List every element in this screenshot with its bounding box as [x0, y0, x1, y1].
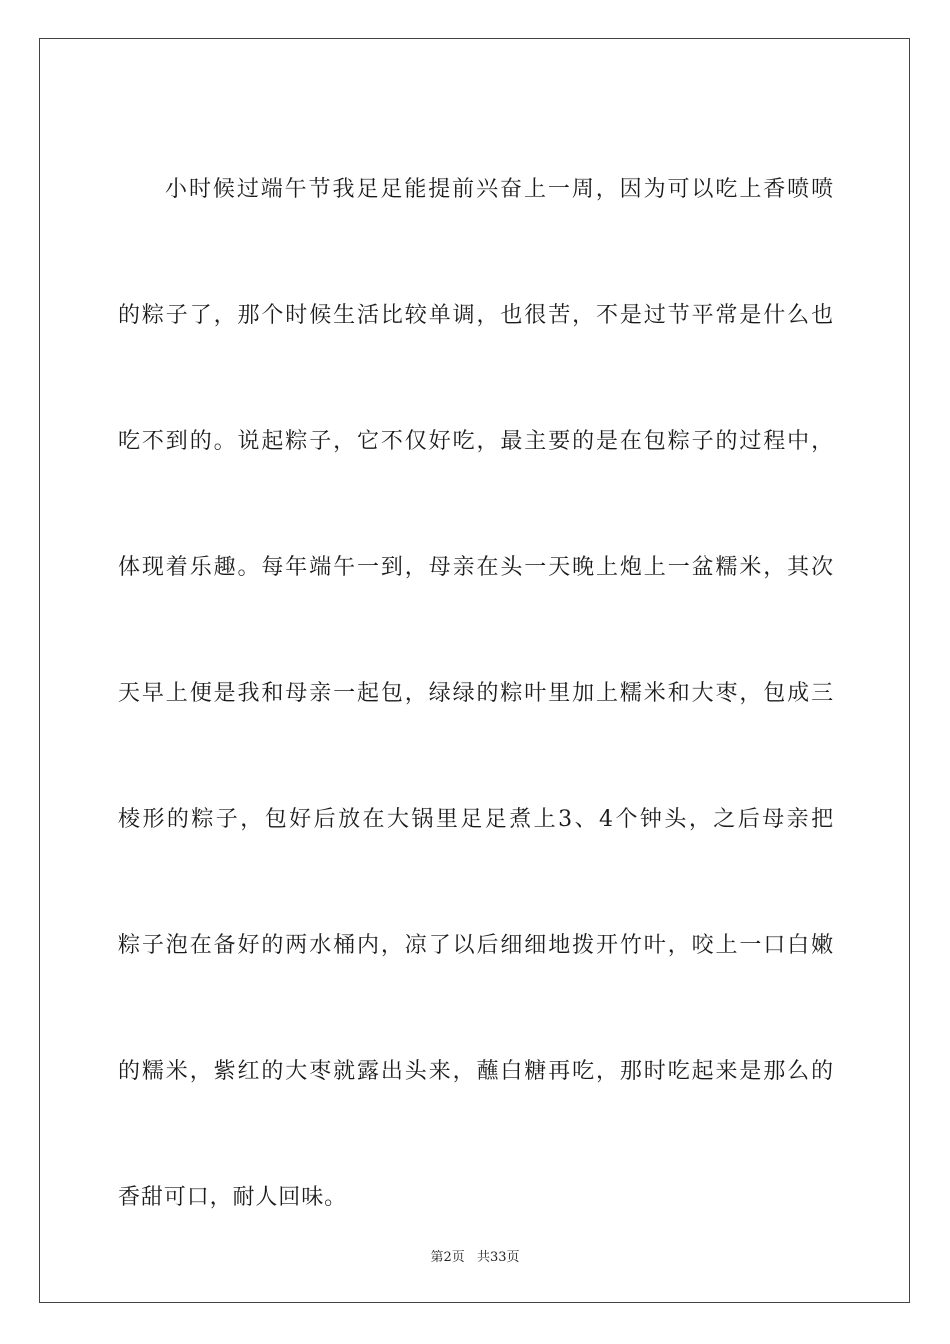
text-line-8: 的糯米，紫红的大枣就露出头来，蘸白糖再吃，那时吃起来是那么的 [118, 1059, 834, 1084]
text-line-5: 天早上便是我和母亲一起包，绿绿的粽叶里加上糯米和大枣，包成三 [118, 681, 834, 706]
page-total: 共33页 [476, 1250, 520, 1265]
text-line-7: 粽子泡在备好的两水桶内，凉了以后细细地拨开竹叶，咬上一口白嫩 [118, 933, 834, 958]
text-line-2: 的粽子了，那个时候生活比较单调，也很苦，不是过节平常是什么也 [118, 303, 834, 328]
page-number: 第2页 [430, 1250, 465, 1265]
text-line-9: 香甜可口，耐人回味。 [118, 1185, 348, 1210]
page-footer [0, 1246, 950, 1265]
text-line-4: 体现着乐趣。每年端午一到，母亲在头一天晚上炮上一盆糯米，其次 [118, 555, 834, 580]
text-line-3: 吃不到的。说起粽子，它不仅好吃，最主要的是在包粽子的过程中， [118, 429, 834, 454]
text-line-1: 小时候过端午节我足足能提前兴奋上一周，因为可以吃上香喷喷 [164, 177, 834, 202]
body-paragraph [118, 127, 834, 1261]
text-line-6: 棱形的粽子，包好后放在大锅里足足煮上3、4个钟头，之后母亲把 [118, 807, 834, 832]
